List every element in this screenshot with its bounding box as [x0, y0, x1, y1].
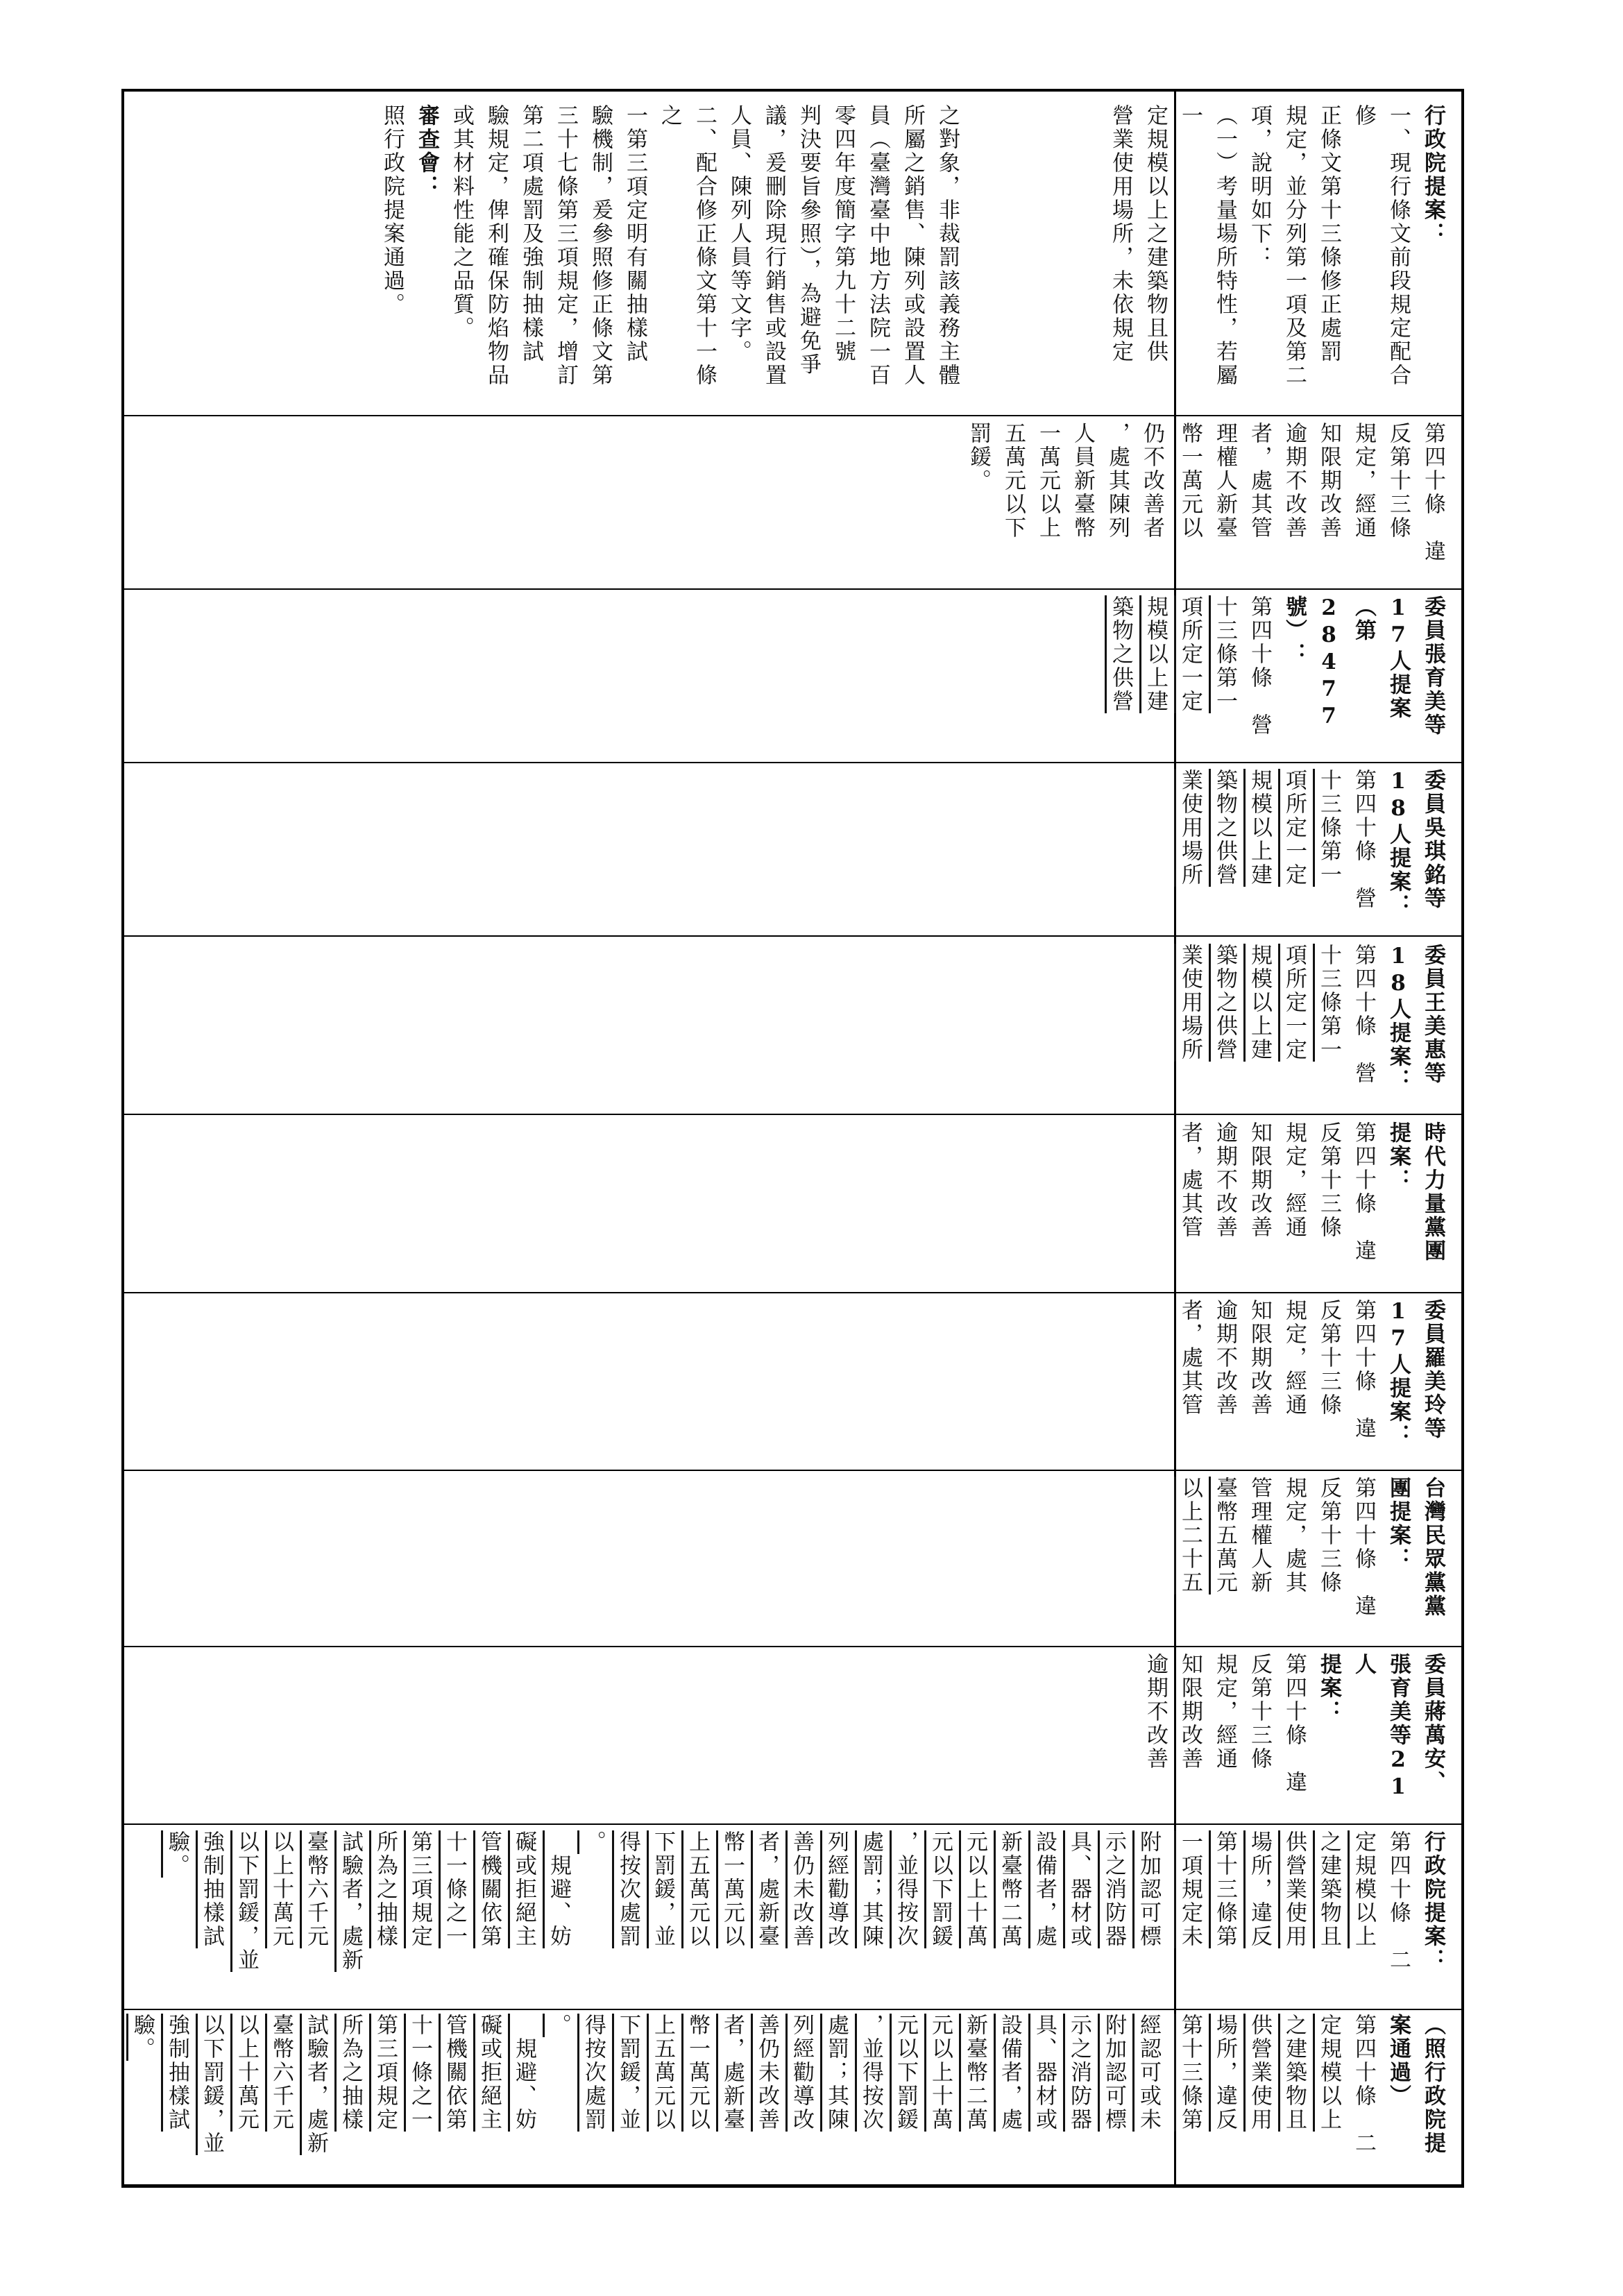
explanation-text: 之對象，非裁罰該義務主體 所屬之銷售、陳列或設置人 員（臺灣臺中地方法院一百 零四年度簡字第九十二號 判決要旨參照），為避免爭 議，爰刪除現行銷售或設置 人員、陳列人員等文字。 二、配合修正條文第十一條之 一第三項定明有關抽樣試 驗機制，爰參照修正條文第 三十七條第三項規定，增訂 第二項處罰及強制抽樣試 驗規定，俾利確保防焰物品 或其材料性能之品質。 審查會： 照行政院提案通過。 [361, 104, 965, 409]
bottom-executive-proposal: 行政院提案： 第四十條 二 定規模以上 之建築物且 供營業使用 場所，違反 第十三條第 一項規定未 [1178, 1830, 1445, 1972]
right-border [1461, 89, 1464, 2188]
proposal-new-power-party: 時代力量黨團 提案： 第四十條 違 反第十三條 規定，經通 知限期改善 逾期不改善 者，處其管 [1178, 1121, 1445, 1263]
row-divider [121, 1292, 1464, 1293]
bottom-border [121, 2184, 1464, 2188]
proposal-jiang: 委員蔣萬安、 張育美等21人 提案： 第四十條 違 反第十三條 規定，經通 知限期改善 逾期不改善 [1143, 1653, 1445, 1801]
row-divider [121, 762, 1464, 763]
review-text: 照行政院提案通過。 [380, 104, 405, 316]
row-divider [121, 1470, 1464, 1471]
left-border [121, 89, 124, 2188]
proposal-zhang: 委員張育美等 17人提案（第 28477號）： 第四十條 營 十三條第一 項所定一定 規模以上建 築物之供營 [1108, 595, 1445, 737]
proposal-tpp: 台灣民眾黨黨 團提案： 第四十條 違 反第十三條 規定，處其 管理權人新 臺幣五萬元 以上二十五 [1178, 1477, 1445, 1618]
executive-article-40: 第四十條 違 反第十三條 規定，經通 知限期改善 逾期不改善 者，處其管 理權人新臺 幣一萬元以 [1178, 422, 1445, 563]
passed-text-col: 仍不改善者 ，處其陳列 人員新臺幣 一萬元以上 五萬元以下 罰鍰。 [966, 422, 1164, 540]
amendment-text-b: 經認可或未 附加認可標 示之消防器 具、器材或 設備者，處 新臺幣二萬 元以上十萬 元以下罰鍰 ，並得按次 處罰；其陳 列經勸導改 善仍未改善 者，處新臺 幣一萬元以 上五萬元以 下罰鍰，並 得按次處罰 。 規避、妨 礙或拒絕主 管機關依第 十一條之一 第三項規定 所為之抽樣 試驗者，處新 臺幣六千元 以上十萬元 以下罰鍰，並 強制抽樣試 驗。 [130, 2014, 1161, 2155]
top-border [121, 89, 1464, 92]
review-label: 審查會： [414, 104, 439, 198]
proposal-wu: 委員吳琪銘等 18人提案： 第四十條 營 十三條第一 項所定一定 規模以上建 築物之供營 業使用場所 [1178, 769, 1445, 917]
amendment-text-a: 附加認可標 示之消防器 具、器材或 設備者，處 新臺幣二萬 元以上十萬 元以下罰鍰 ，並得按次 處罰；其陳 列經勸導改 善仍未改善 者，處新臺 幣一萬元以 上五萬元以 下罰鍰，並 得按次處罰 。 規避、妨 礙或拒絕主 管機關依第 十一條之一 第三項規定 所為之抽樣 試驗者，處新 臺幣六千元 以上十萬元 以下罰鍰，並 強制抽樣試 驗。 [164, 1830, 1161, 1972]
row-divider [121, 2009, 1464, 2010]
executive-proposal-text: 行政院提案： 一、現行條文前段規定配合修 正條文第十三條修正處罰 規定，並分列第一項及第二 項，說明如下： （一）考量場所特性，若屬一 定規模以上之建築物且供 營業使用場所，未依規定 [1108, 104, 1445, 387]
row-divider [121, 1646, 1464, 1647]
passed-as-executive: （照行政院提 案通過） 第四十條 二 定規模以上 之建築物且 供營業使用 場所，違反 第十三條第 [1178, 2014, 1445, 2155]
row-divider [121, 1823, 1464, 1825]
row-divider [121, 415, 1464, 416]
proposal-luo: 委員羅美玲等 17人提案： 第四十條 違 反第十三條 規定，經通 知限期改善 逾期不改善 者，處其管 [1178, 1299, 1445, 1447]
proposal-wang: 委員王美惠等 18人提案： 第四十條 營 十三條第一 項所定一定 規模以上建 築物之供營 業使用場所 [1178, 944, 1445, 1092]
row-divider [121, 1114, 1464, 1115]
row-divider [121, 588, 1464, 590]
row-divider [121, 935, 1464, 937]
